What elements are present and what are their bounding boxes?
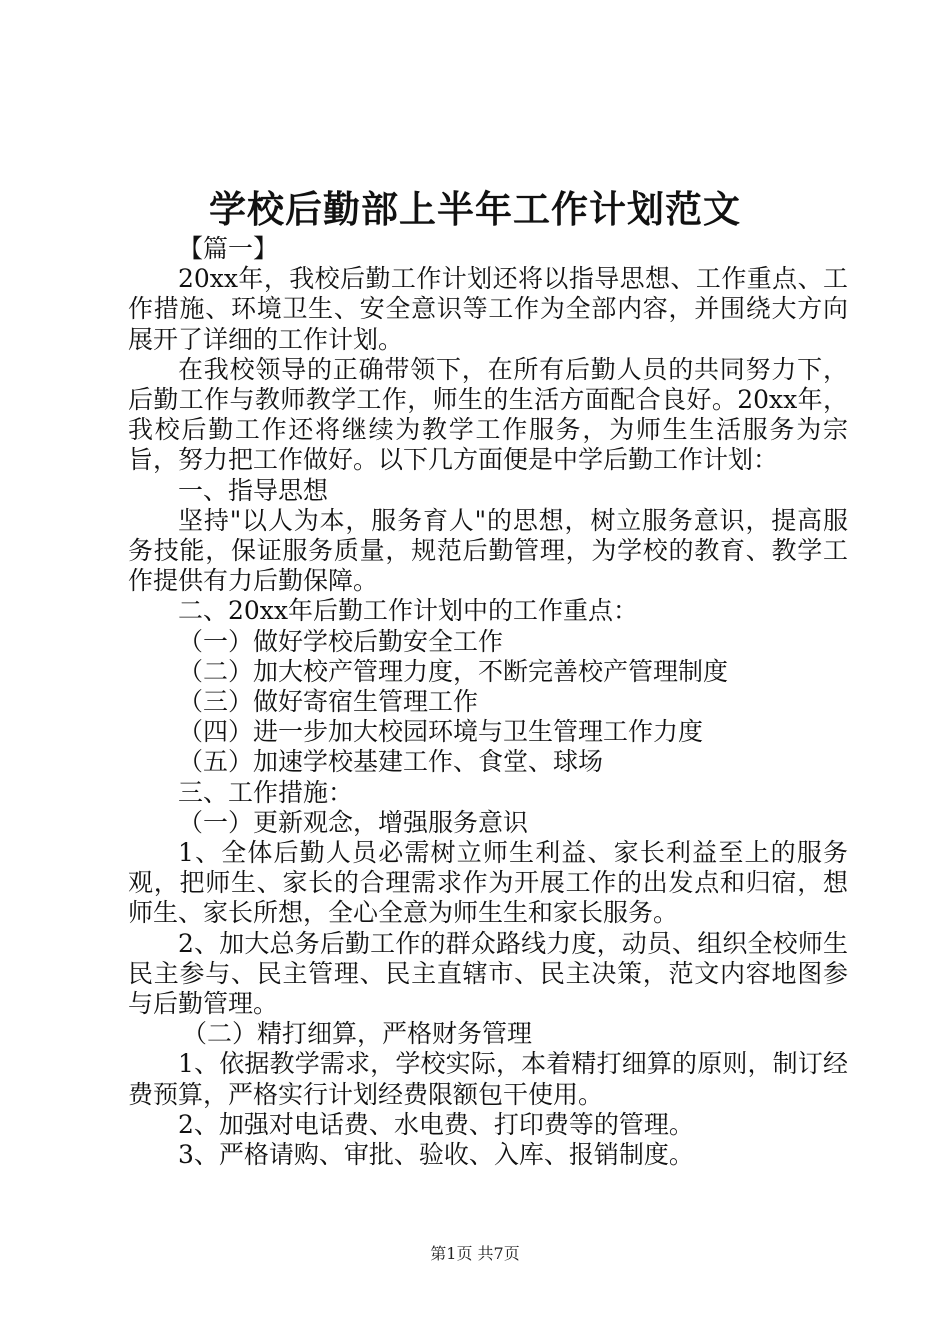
subsection-heading: （二）精打细算，严格财务管理 xyxy=(182,1019,533,1049)
list-item: （一）做好学校后勤安全工作 xyxy=(178,626,504,656)
list-item: （三）做好寄宿生管理工作 xyxy=(178,687,479,717)
paragraph: 在我校领导的正确带领下，在所有后勤人员的共同努力下，后勤工作与教师教学工作，师生的生活方面配合良好。20xx年，我校后勤工作还将继续为教学工作服务，为师生生活服务为宗旨，努力把工作做好。以下几方面便是中学后勤工作计划： xyxy=(128,354,848,475)
paragraph: 1、全体后勤人员必需树立师生利益、家长利益至上的服务观，把师生、家长的合理需求作为开展工作的出发点和归宿，想师生、家长所想，全心全意为师生生和家长服务。 xyxy=(128,838,848,928)
list-item: （二）加大校产管理力度，不断完善校产管理制度 xyxy=(178,656,729,686)
section-heading: 一、指导思想 xyxy=(178,475,329,505)
paragraph: 2、加强对电话费、水电费、打印费等的管理。 xyxy=(178,1109,694,1139)
section-heading: 三、工作措施： xyxy=(178,777,354,807)
section-marker: 【篇一】 xyxy=(178,234,279,263)
document-title: 学校后勤部上半年工作计划范文 xyxy=(209,187,741,231)
list-item: （四）进一步加大校园环境与卫生管理工作力度 xyxy=(178,717,704,747)
paragraph: 1、依据教学需求，学校实际，本着精打细算的原则，制订经费预算，严格实行计划经费限额包干使用。 xyxy=(128,1049,848,1109)
paragraph: 20xx年，我校后勤工作计划还将以指导思想、工作重点、工作措施、环境卫生、安全意识等工作为全部内容，并围绕大方向展开了详细的工作计划。 xyxy=(128,264,848,354)
section-heading: 二、20xx年后勤工作计划中的工作重点： xyxy=(178,596,639,626)
paragraph: 3、严格请购、审批、验收、入库、报销制度。 xyxy=(178,1140,694,1170)
paragraph: 坚持"以人为本，服务育人"的思想，树立服务意识，提高服务技能，保证服务质量，规范后勤管理，为学校的教育、教学工作提供有力后勤保障。 xyxy=(128,505,848,596)
document-body xyxy=(128,234,848,1170)
subsection-heading: （一）更新观念，增强服务意识 xyxy=(178,807,529,837)
list-item: （五）加速学校基建工作、食堂、球场 xyxy=(178,747,604,777)
paragraph: 2、加大总务后勤工作的群众路线力度，动员、组织全校师生民主参与、民主管理、民主直辖市、民主决策，范文内容地图参与后勤管理。 xyxy=(128,928,848,1019)
page-number-footer: 第1页 共7页 xyxy=(430,1244,520,1263)
